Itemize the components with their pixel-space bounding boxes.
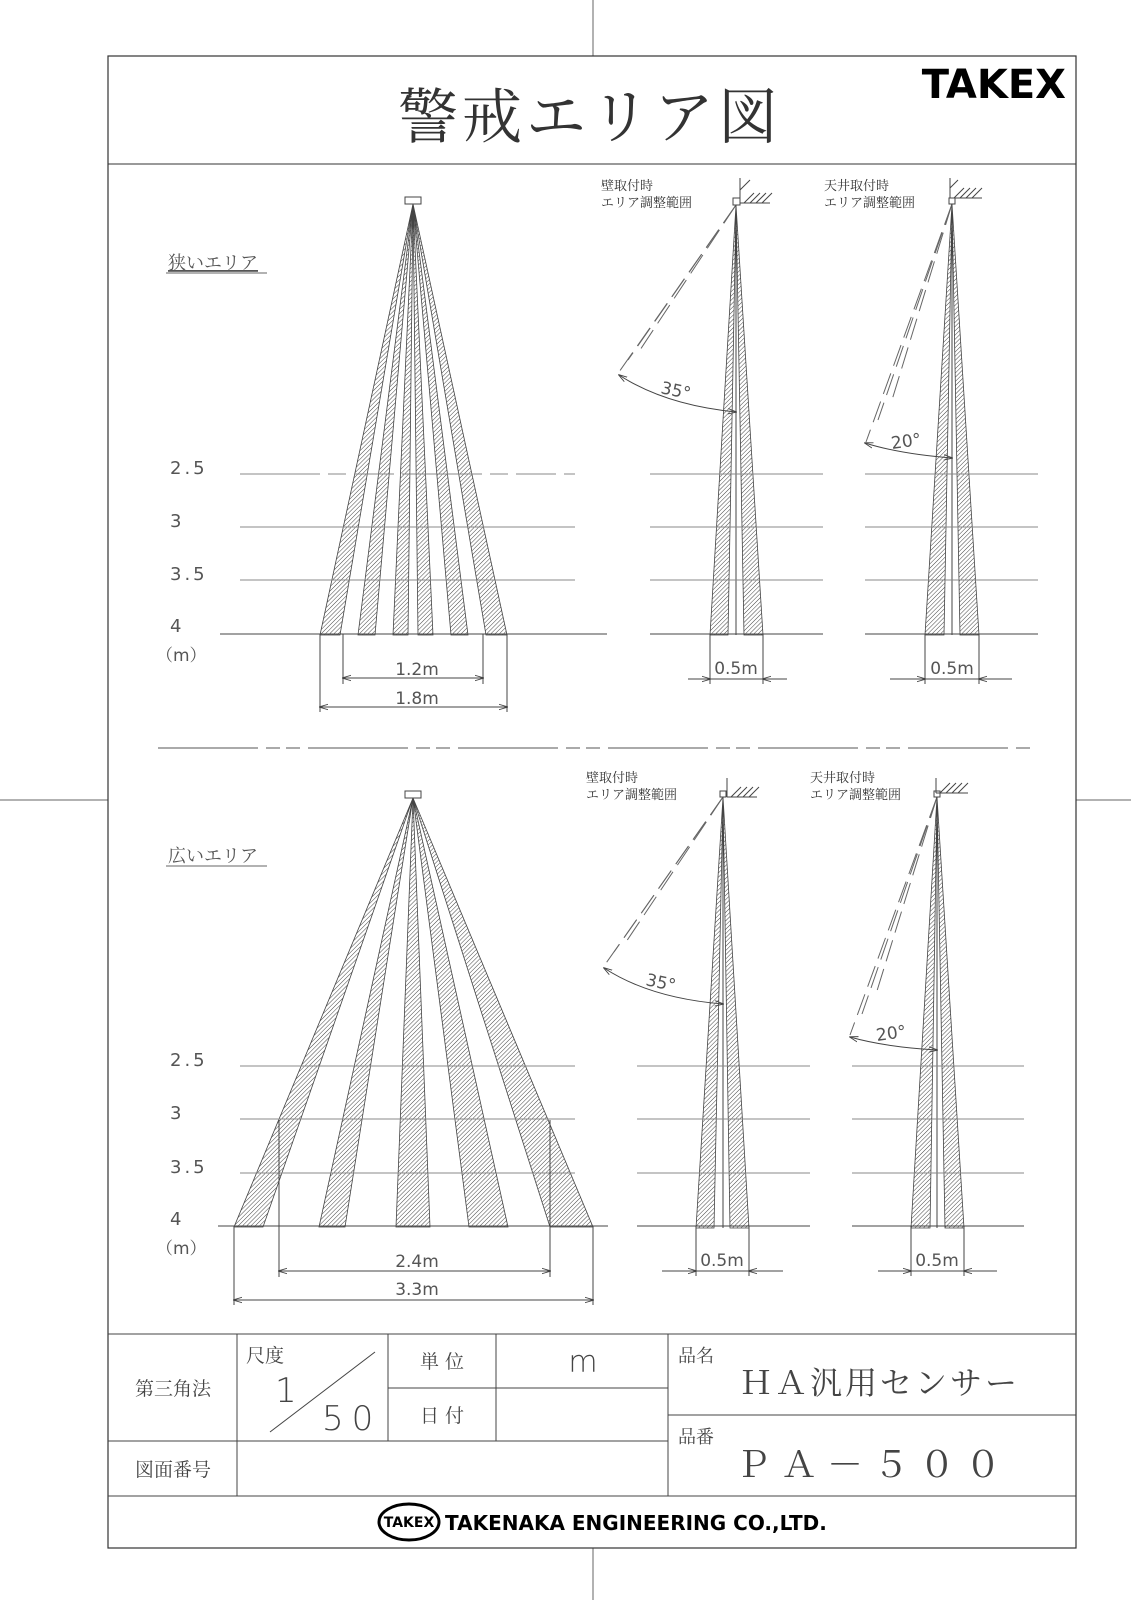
- product-name: ＨＡ汎用センサー: [739, 1364, 1021, 1402]
- ceiling-caption-2: エリア調整範囲: [810, 788, 902, 803]
- height-tick: 2.5: [170, 1050, 208, 1071]
- drawing-number-label: 図面番号: [134, 1459, 212, 1481]
- wall-dimension: 0.5m: [700, 1251, 744, 1271]
- unit-value: m: [568, 1345, 598, 1380]
- ceiling-caption-1: 天井取付時: [824, 179, 890, 194]
- narrow-detection-zones: [320, 204, 507, 635]
- wall-dimension: 0.5m: [714, 659, 758, 679]
- unit-label: （m）: [156, 646, 207, 666]
- unit-label: 単 位: [419, 1351, 465, 1373]
- company-name: TAKENAKA ENGINEERING CO.,LTD.: [445, 1511, 827, 1535]
- height-tick: 3.5: [170, 1157, 208, 1178]
- section-label: 狭いエリア: [168, 253, 258, 274]
- wall-caption-1: 壁取付時: [586, 771, 639, 786]
- unit-label: （m）: [156, 1239, 207, 1259]
- scale-label: 尺度: [246, 1345, 285, 1367]
- projection-label: 第三角法: [134, 1378, 212, 1400]
- page-title: 警戒エリア図: [398, 83, 782, 153]
- wall-angle: 35°: [643, 970, 678, 997]
- ceiling-mount-view: [824, 178, 1038, 684]
- ceiling-dimension: 0.5m: [930, 659, 974, 679]
- ceiling-angle: 20°: [874, 1021, 908, 1046]
- name-label: 品名: [678, 1346, 714, 1367]
- date-label: 日 付: [419, 1405, 465, 1427]
- wall-caption-1: 壁取付時: [601, 179, 654, 194]
- wall-angle: 35°: [658, 378, 693, 405]
- height-tick: 2.5: [170, 458, 208, 479]
- height-lines: [220, 474, 607, 634]
- brand-logo: TAKEX: [921, 62, 1066, 108]
- company-logo-text: TAKEX: [383, 1515, 435, 1531]
- number-label: 品番: [678, 1427, 714, 1448]
- scale-denominator: 50: [322, 1399, 382, 1439]
- height-tick: 3: [170, 511, 182, 532]
- wide-area-section: [156, 770, 1024, 1305]
- ceiling-angle: 20°: [889, 429, 923, 454]
- scale-numerator: 1: [275, 1371, 297, 1411]
- ceiling-caption-1: 天井取付時: [810, 771, 876, 786]
- dimension-outer: 3.3m: [395, 1280, 439, 1300]
- wall-caption-2: エリア調整範囲: [586, 788, 678, 803]
- narrow-area-section: [156, 178, 1038, 712]
- wall-mount-view: [601, 178, 823, 684]
- ceiling-dimension: 0.5m: [915, 1251, 959, 1271]
- dimension-inner: 2.4m: [395, 1252, 439, 1272]
- wall-mount-view: [586, 770, 810, 1276]
- product-number: ＰＡ－５００: [734, 1445, 1012, 1486]
- section-label: 広いエリア: [168, 846, 258, 867]
- ceiling-caption-2: エリア調整範囲: [824, 196, 916, 211]
- ceiling-mount-view: [810, 770, 1024, 1276]
- height-tick: 4: [170, 616, 182, 637]
- dimension-inner: 1.2m: [395, 660, 439, 680]
- wide-detection-zones: [234, 798, 593, 1227]
- height-tick: 3: [170, 1103, 182, 1124]
- height-tick: 4: [170, 1209, 182, 1230]
- wall-caption-2: エリア調整範囲: [601, 196, 693, 211]
- company-logo: [379, 1504, 439, 1540]
- height-tick: 3.5: [170, 564, 208, 585]
- dimension-outer: 1.8m: [395, 689, 439, 709]
